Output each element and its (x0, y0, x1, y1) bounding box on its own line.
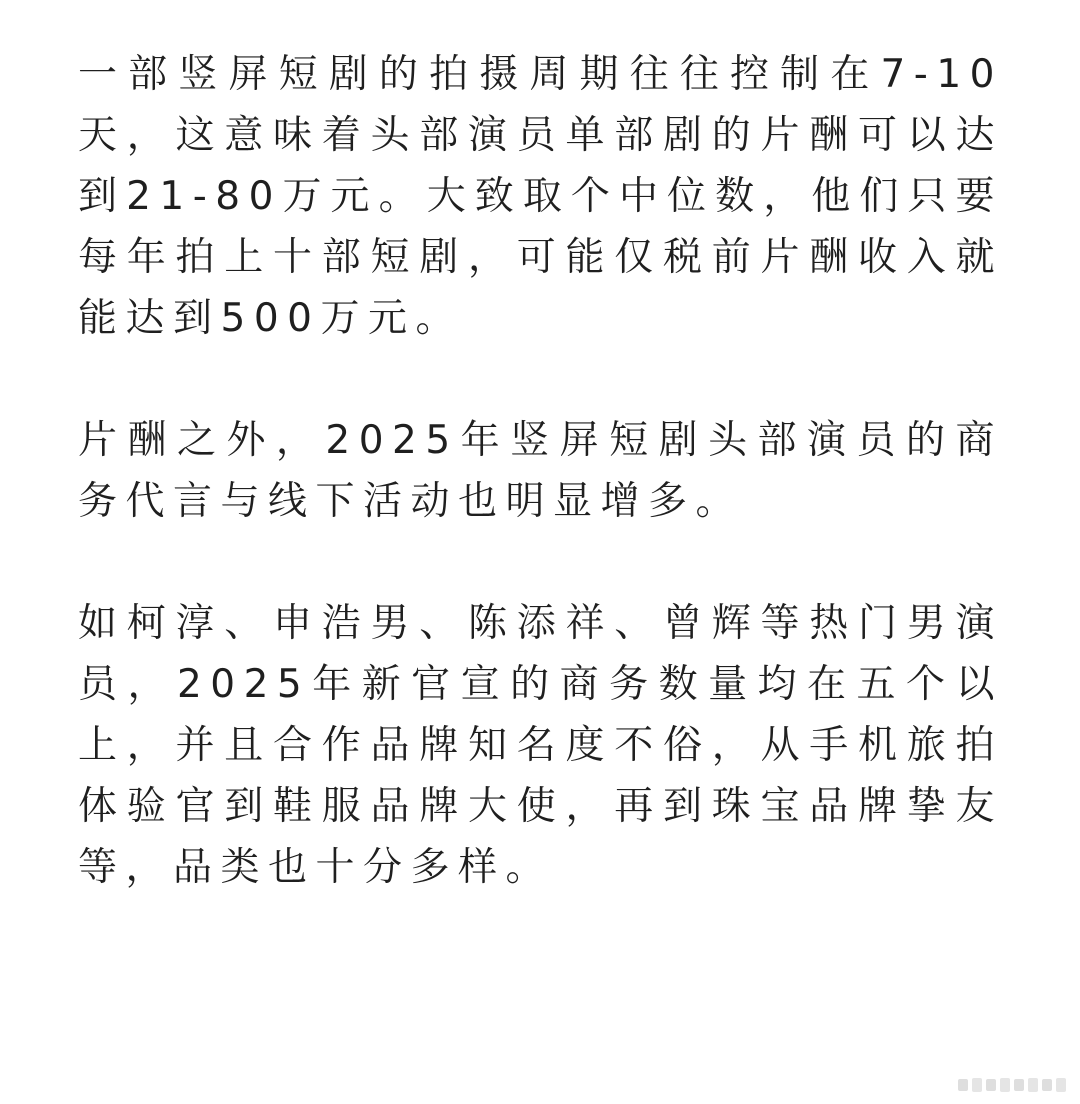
article-body (78, 44, 1003, 898)
watermark-logo (958, 1078, 1066, 1092)
paragraph-actor-examples: 如柯淳、申浩男、陈添祥、曾辉等热门男演员，2025年新官宣的商务数量均在五个以上，并且合作品牌知名度不俗，从手机旅拍体验官到鞋服品牌大使，再到珠宝品牌挚友等，品类也十分多样。 (78, 601, 1003, 890)
paragraph-shooting-cycle: 一部竖屏短剧的拍摄周期往往控制在7-10天，这意味着头部演员单部剧的片酬可以达到21-80万元。大致取个中位数，他们只要每年拍上十部短剧，可能仅税前片酬收入就能达到500万元。 (78, 52, 1003, 341)
paragraph-endorsements: 片酬之外，2025年竖屏短剧头部演员的商务代言与线下活动也明显增多。 (78, 418, 1003, 524)
